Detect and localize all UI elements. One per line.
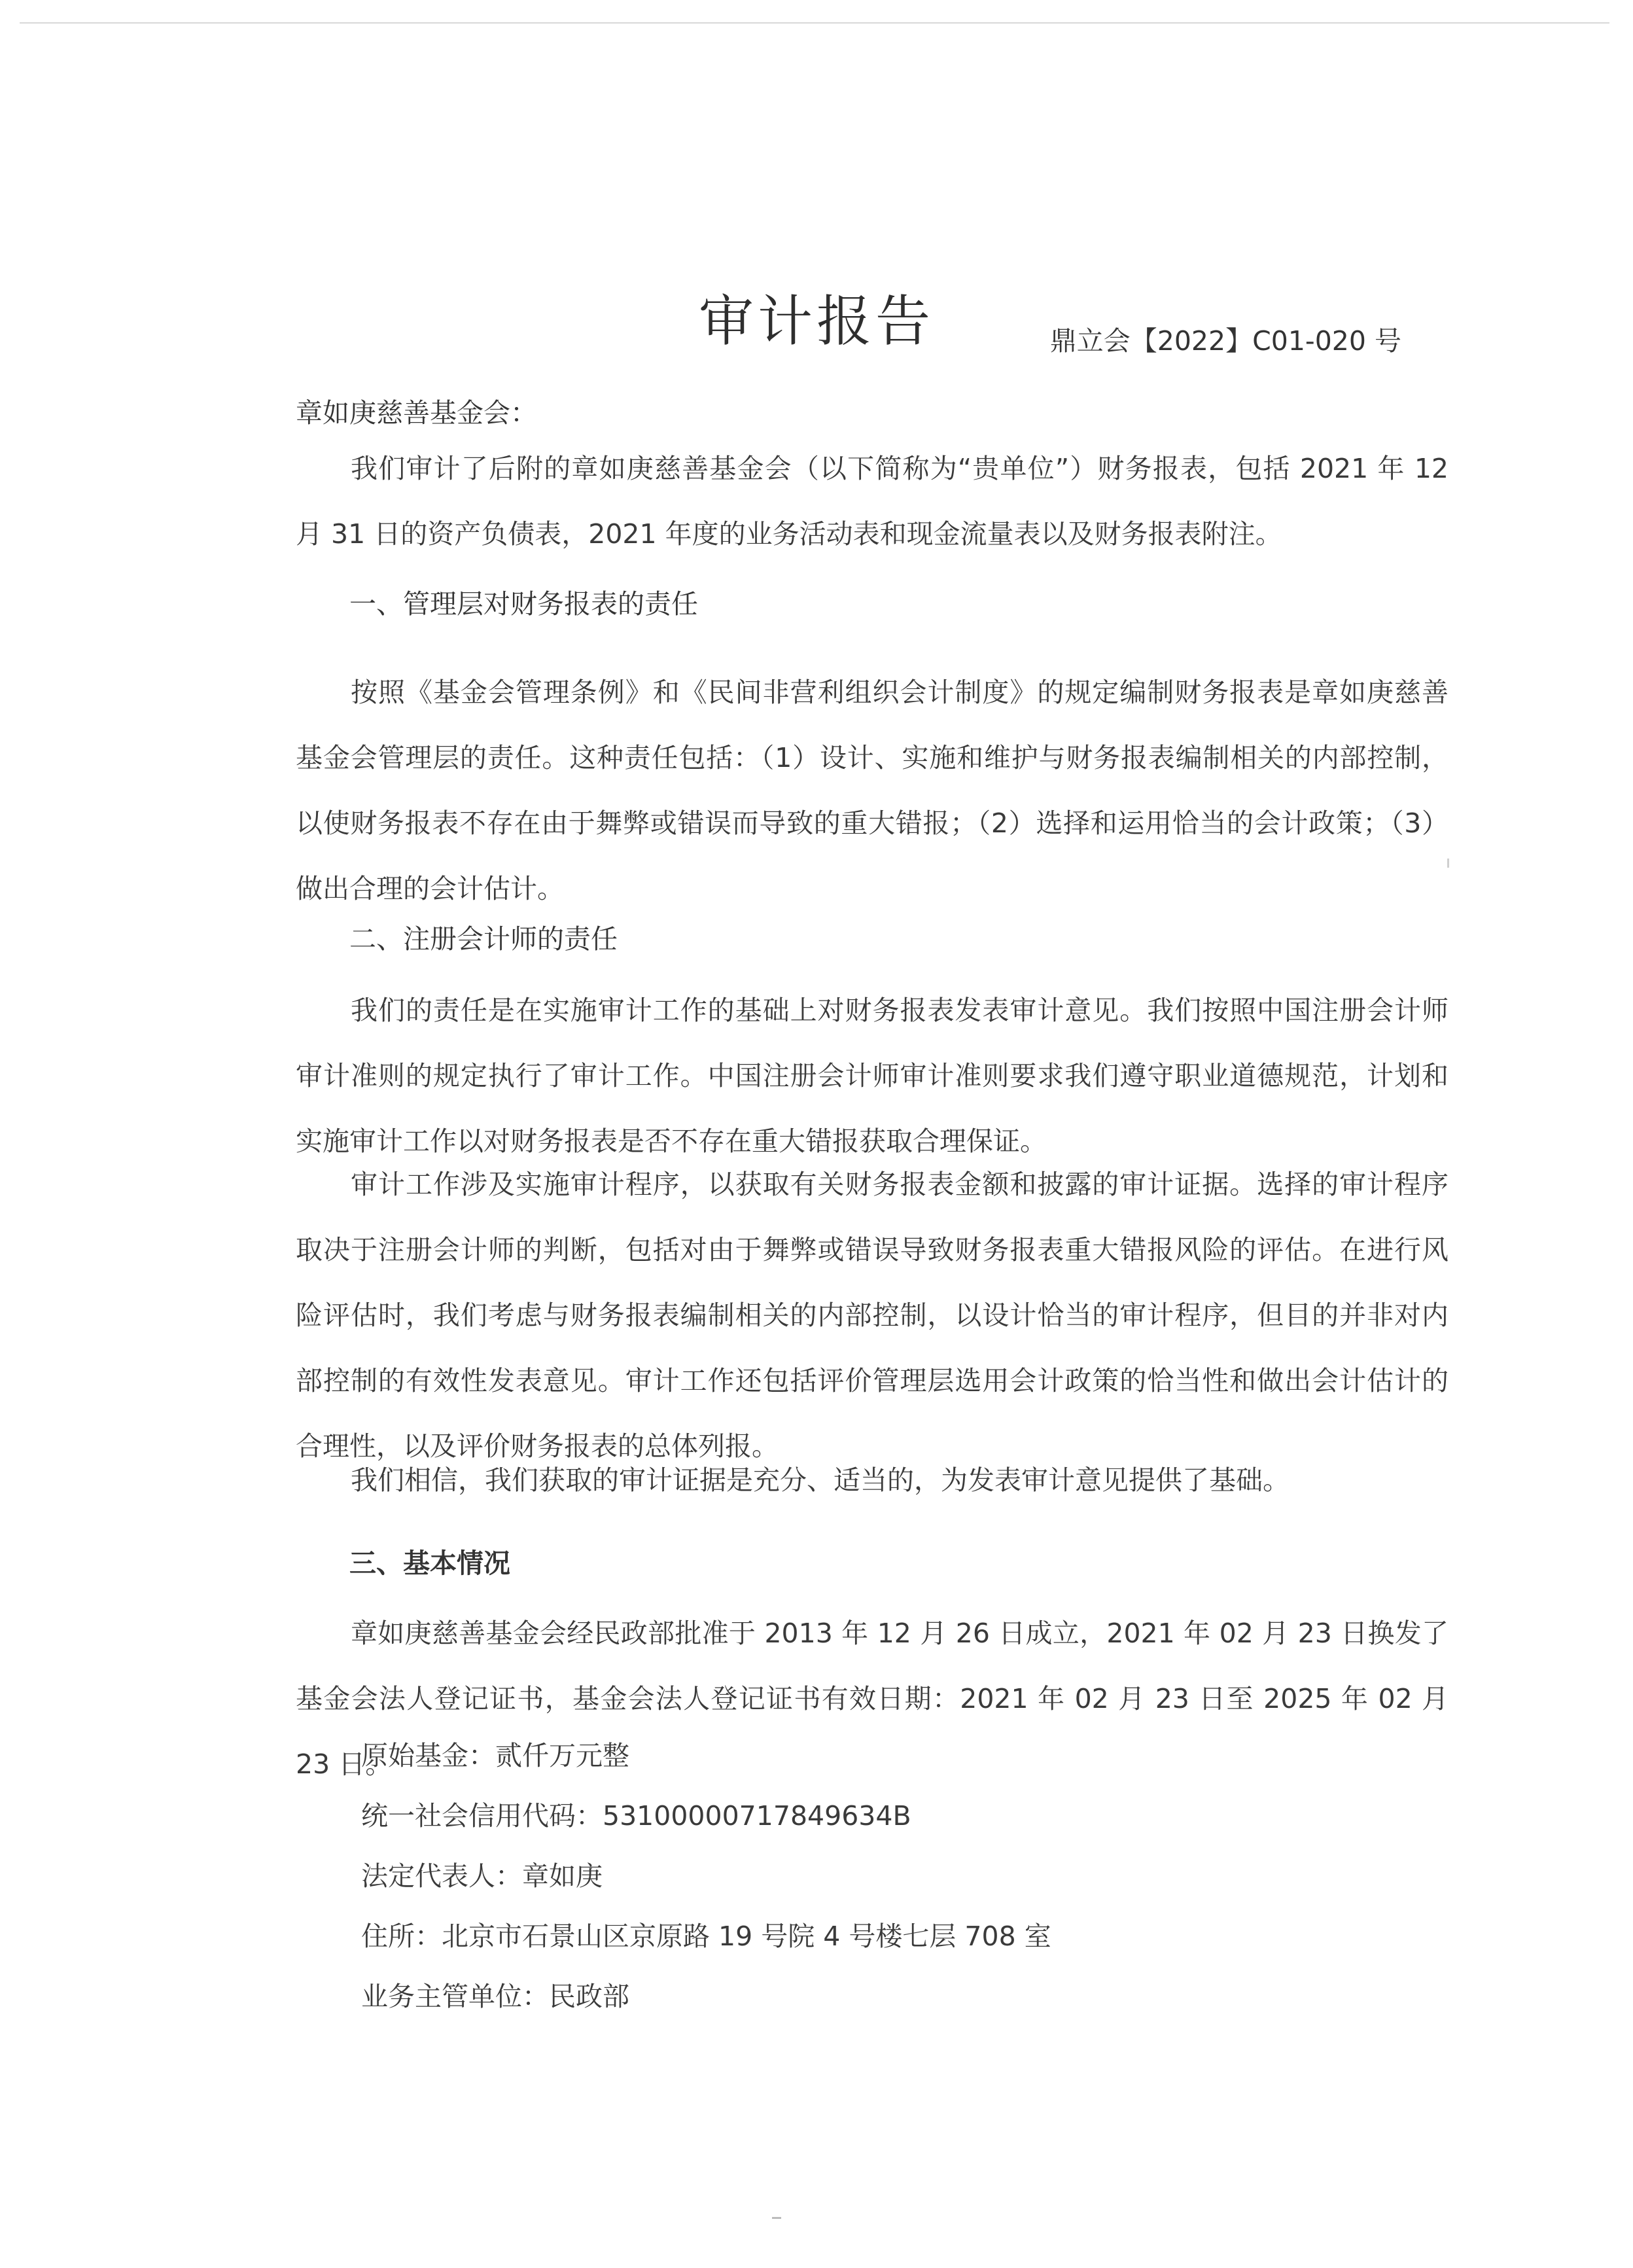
paragraph-basic-info: 章如庚慈善基金会经民政部批准于 2013 年 12 月 26 日成立，2021 年 02 月 23 日换发了基金会法人登记证书，基金会法人登记证书有效日期：2021 年 02 月 23 日至 2025 年 02 月 23 日。	[296, 1618, 1449, 1780]
info-address: 住所：北京市石景山区京原路 19 号院 4 号楼七层 708 室	[361, 1921, 1051, 1952]
info-original-fund: 原始基金：贰仟万元整	[361, 1740, 629, 1771]
scan-speck	[1447, 859, 1449, 868]
scan-fold-mark	[772, 2217, 781, 2219]
paragraph-management-responsibility: 按照《基金会管理条例》和《民间非营利组织会计制度》的规定编制财务报表是章如庚慈善基金会管理层的责任。这种责任包括：（1）设计、实施和维护与财务报表编制相关的内部控制，以使财务报表不存在由于舞弊或错误而导致的重大错报；（2）选择和运用恰当的会计政策；（3）做出合理的会计估计。	[296, 677, 1449, 904]
info-legal-representative: 法定代表人：章如庚	[361, 1860, 603, 1892]
section-heading-management: 一、管理层对财务报表的责任	[349, 588, 698, 620]
section-heading-basic-info: 三、基本情况	[349, 1548, 510, 1579]
info-supervising-unit: 业务主管单位：民政部	[361, 1981, 629, 2012]
page-title: 审计报告	[698, 289, 934, 354]
paragraph-audit-evidence: 我们相信，我们获取的审计证据是充分、适当的，为发表审计意见提供了基础。	[351, 1464, 1290, 1496]
paragraph-auditor-responsibility: 我们的责任是在实施审计工作的基础上对财务报表发表审计意见。我们按照中国注册会计师审计准则的规定执行了审计工作。中国注册会计师审计准则要求我们遵守职业道德规范，计划和实施审计工作以对财务报表是否不存在重大错报获取合理保证。	[296, 995, 1449, 1157]
document-number: 鼎立会【2022】C01-020 号	[1049, 325, 1401, 357]
intro-paragraph: 我们审计了后附的章如庚慈善基金会（以下简称为“贵单位”）财务报表，包括 2021 年 12 月 31 日的资产负债表，2021 年度的业务活动表和现金流量表以及财务报表附注。	[296, 453, 1449, 550]
addressee: 章如庚慈善基金会：	[296, 397, 537, 429]
info-credit-code: 统一社会信用代码：53100000717849634B	[361, 1800, 911, 1832]
section-heading-auditor: 二、注册会计师的责任	[349, 923, 618, 955]
scan-edge-line	[20, 22, 1609, 24]
paragraph-audit-procedures: 审计工作涉及实施审计程序，以获取有关财务报表金额和披露的审计证据。选择的审计程序取决于注册会计师的判断，包括对由于舞弊或错误导致财务报表重大错报风险的评估。在进行风险评估时，我们考虑与财务报表编制相关的内部控制，以设计恰当的审计程序，但目的并非对内部控制的有效性发表意见。审计工作还包括评价管理层选用会计政策的恰当性和做出会计估计的合理性，以及评价财务报表的总体列报。	[296, 1169, 1449, 1462]
